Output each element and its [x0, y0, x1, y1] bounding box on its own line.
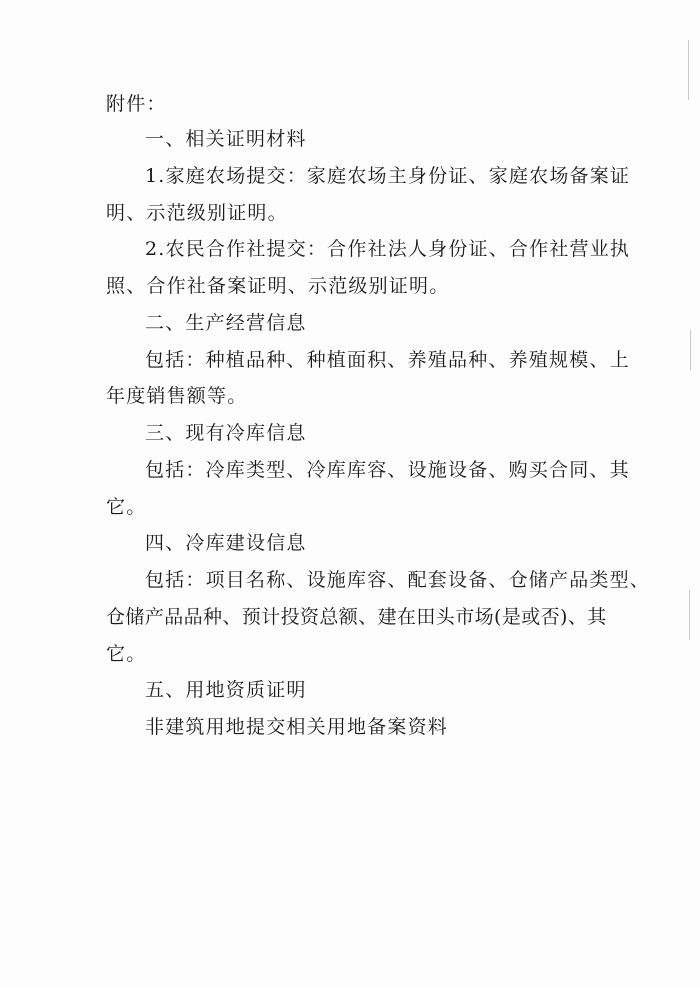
section-1-item-1-line-1: 1.家庭农场提交：家庭农场主身份证、家庭农场备案证 [145, 165, 631, 187]
section-3-line-1: 包括：冷库类型、冷库库容、设施设备、购买合同、其 [145, 459, 630, 481]
section-heading-4: 四、冷库建设信息 [145, 532, 307, 554]
section-2-line-1: 包括：种植品种、种植面积、养殖品种、养殖规模、上 [145, 349, 630, 371]
section-2-line-2: 年度销售额等。 [106, 385, 248, 407]
section-heading-3: 三、现有冷库信息 [145, 422, 307, 444]
section-4-line-1: 包括：项目名称、设施库容、配套设备、仓储产品类型、 [145, 569, 651, 591]
attachment-label: 附件： [106, 93, 167, 115]
scan-artifact [688, 40, 689, 100]
section-1-item-2-line-2: 照、合作社备案证明、示范级别证明。 [106, 275, 450, 297]
section-3-line-2: 它。 [106, 496, 147, 518]
section-heading-2: 二、生产经营信息 [145, 312, 307, 334]
scan-artifact [690, 330, 691, 370]
section-4-line-3: 它。 [106, 643, 147, 665]
section-1-item-1-line-2: 明、示范级别证明。 [106, 202, 288, 224]
section-5-line-1: 非建筑用地提交相关用地备案资料 [145, 716, 449, 738]
section-heading-5: 五、用地资质证明 [145, 679, 307, 701]
section-1-item-2-line-1: 2.农民合作社提交：合作社法人身份证、合作社营业执 [145, 238, 631, 260]
section-4-line-2: 仓储产品品种、预计投资总额、建在田头市场(是或否)、其 [106, 606, 607, 628]
section-heading-1: 一、相关证明材料 [145, 128, 307, 150]
scan-artifact [689, 590, 690, 640]
